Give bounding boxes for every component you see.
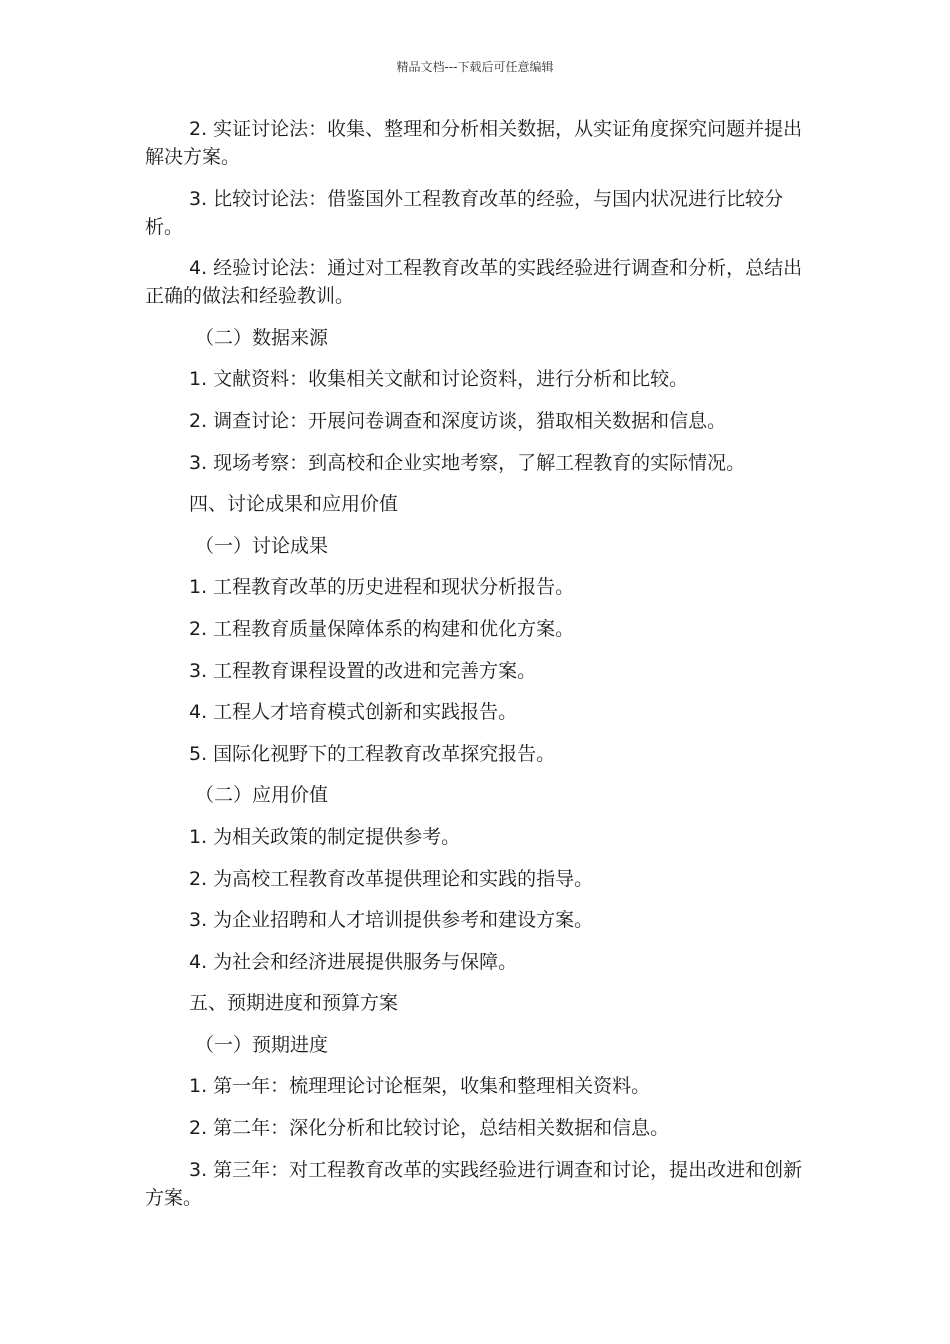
subsection-heading: （一）预期进度 <box>195 1033 329 1056</box>
list-item: 3. 工程教育课程设置的改进和完善方案。 <box>189 659 537 682</box>
subsection-heading: （二）数据来源 <box>195 326 329 349</box>
list-item: 5. 国际化视野下的工程教育改革探究报告。 <box>189 742 556 765</box>
list-item: 2. 第二年：深化分析和比较讨论，总结相关数据和信息。 <box>189 1117 670 1140</box>
list-item: 4. 经验讨论法：通过对工程教育改革的实践经验进行调查和分析，总结出正确的做法和经验教训。 <box>145 257 803 308</box>
section-heading: 四、讨论成果和应用价值 <box>189 493 399 516</box>
list-item: 3. 为企业招聘和人才培训提供参考和建设方案。 <box>189 909 594 932</box>
subsection-heading: （二）应用价值 <box>195 784 329 807</box>
list-item: 1. 为相关政策的制定提供参考。 <box>189 825 461 848</box>
list-item: 2. 实证讨论法：收集、整理和分析相关数据，从实证角度探究问题并提出解决方案。 <box>145 118 803 168</box>
page-header: 精品文档---下载后可任意编辑 <box>396 60 554 74</box>
list-item: 2. 工程教育质量保障体系的构建和优化方案。 <box>189 617 575 640</box>
list-item: 4. 为社会和经济进展提供服务与保障。 <box>189 950 518 973</box>
list-item: 1. 文献资料：收集相关文献和讨论资料，进行分析和比较。 <box>189 368 689 391</box>
list-item: 1. 工程教育改革的历史进程和现状分析报告。 <box>189 576 575 599</box>
document-body <box>145 115 805 1225</box>
list-item: 2. 调查讨论：开展问卷调查和深度访谈，猎取相关数据和信息。 <box>189 409 727 432</box>
list-item: 3. 比较讨论法：借鉴国外工程教育改革的经验，与国内状况进行比较分析。 <box>145 187 784 238</box>
list-item: 1. 第一年：梳理理论讨论框架，收集和整理相关资料。 <box>189 1075 651 1098</box>
list-item: 3. 第三年：对工程教育改革的实践经验进行调查和讨论，提出改进和创新方案。 <box>145 1158 803 1209</box>
list-item: 2. 为高校工程教育改革提供理论和实践的指导。 <box>189 867 594 890</box>
list-item: 3. 现场考察：到高校和企业实地考察，了解工程教育的实际情况。 <box>189 451 746 474</box>
subsection-heading: （一）讨论成果 <box>195 534 329 557</box>
list-item: 4. 工程人才培育模式创新和实践报告。 <box>189 701 518 724</box>
section-heading: 五、预期进度和预算方案 <box>189 992 399 1015</box>
